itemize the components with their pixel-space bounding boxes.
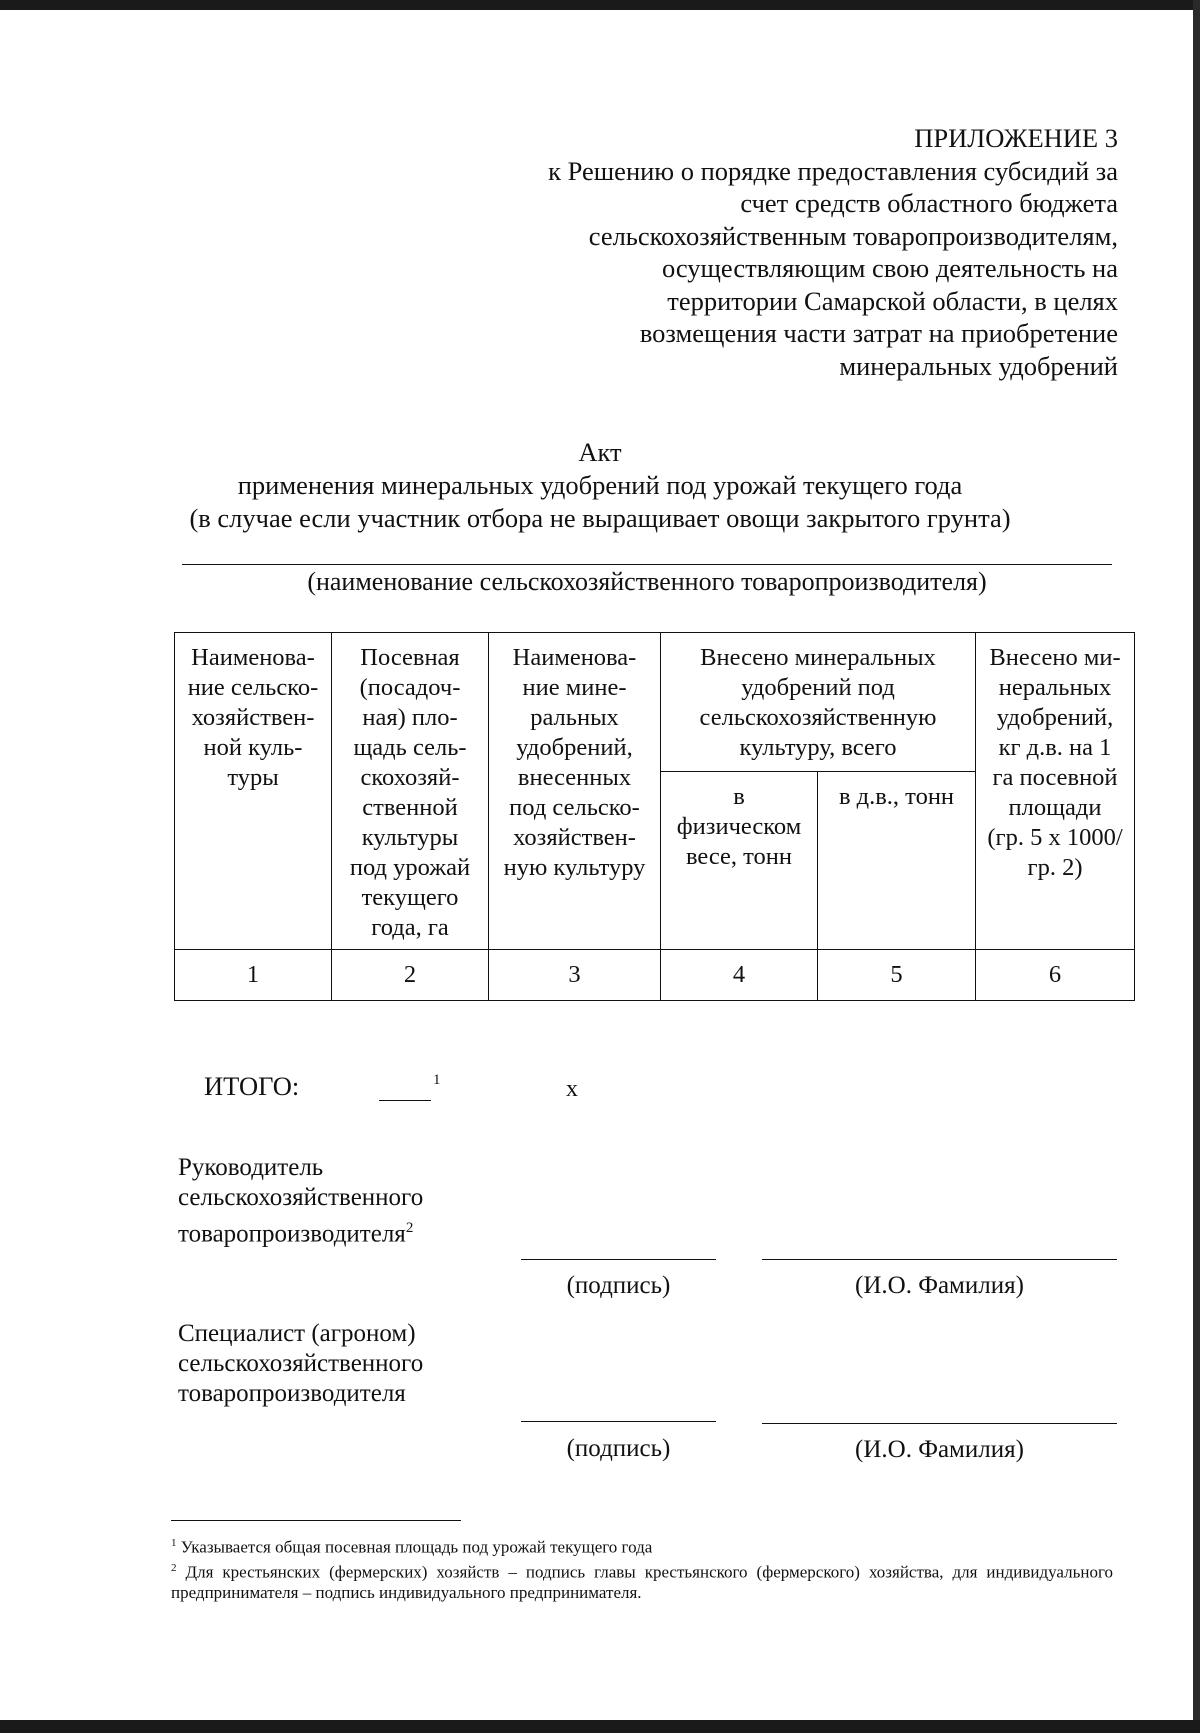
appendix-line: сельскохозяйственным товаропроизводителям, [588,220,1118,251]
agronomist-signature-caption: (подпись) [566,1435,671,1462]
scan-border-bottom [0,1720,1200,1733]
act-heading [150,436,1050,535]
column-number: 4 [661,950,818,1001]
act-condition: (в случае если участник отбора не выращивает овощи закрытого грунта) [189,503,1011,533]
total-footnote-ref: 1 [433,1072,441,1088]
scan-border-top [0,0,1200,10]
agronomist-signatory-label: Специалист (агроном) сельскохозяйственного товаропроизводителя [178,1320,424,1407]
appendix-title: ПРИЛОЖЕНИЕ 3 [914,123,1118,153]
footnote-2: $^2$ Для крестьянских (фермерских) хозяйств – подпись главы крестьянского (фермерского) хозяйства, для индивидуального предпринимателя – подпись индивидуального предпринимателя. [171,1561,1113,1603]
total-area-blank [379,1100,431,1101]
appendix-header [478,122,1118,382]
header-fertilizer-per-hectare: Внесено ми- неральных удобрений, кг д.в. на 1 га посевной площади (гр. 5 х 1000/ гр. 2) [976,633,1135,950]
head-signature-caption: (подпись) [566,1272,671,1299]
header-active-substance: в д.в., тонн [818,772,976,950]
appendix-line: счет средств областного бюджета [740,188,1118,218]
appendix-line: минеральных удобрений [839,350,1118,381]
column-number: 3 [489,950,661,1001]
column-number: 6 [976,950,1135,1001]
head-name-line [762,1259,1117,1260]
head-signature-line [521,1259,716,1260]
appendix-line: возмещения части затрат на приобретение [639,318,1118,348]
header-fertilizer-applied-total: Внесено минеральных удобрений под сельскохозяйственную культуру, всего [661,633,976,772]
header-fertilizer-name: Наименова- ние мине- ральных удобрений, внесенных под сельско- хозяйствен- ную культуру [489,633,661,950]
header-sown-area: Посевная (посадоч- ная) пло- щадь сель- скохозяй- ственной культуры под урожай текущего года, га [332,633,489,950]
footnotes [171,1533,1113,1603]
total-x-mark: х [566,1076,578,1102]
appendix-line: осуществляющим свою деятельность на [661,253,1118,283]
column-number: 2 [332,950,489,1001]
fertilizer-table [174,632,1135,1001]
column-number: 1 [175,950,332,1001]
act-subtitle: применения минеральных удобрений под урожай текущего года [237,470,963,500]
producer-name-caption: (наименование сельскохозяйственного товаропроизводителя) [307,567,987,596]
appendix-line: к Решению о порядке предоставления субсидий за [548,155,1118,186]
agronomist-name-line [762,1423,1117,1424]
agronomist-name-caption: (И.О. Фамилия) [855,1436,1024,1463]
total-label: ИТОГО: [204,1071,300,1101]
agronomist-signature-line [521,1421,716,1422]
header-physical-weight: в физическом весе, тонн [661,772,818,950]
head-name-caption: (И.О. Фамилия) [855,1272,1024,1299]
producer-name-line [182,564,1112,565]
column-number: 5 [818,950,976,1001]
head-signatory-label: Руководитель сельскохозяйственного товаропроизводителя$^2$ [178,1154,424,1248]
header-crop-name: Наименова- ние сельско- хозяйствен- ной куль- туры [175,633,332,950]
scan-border-right [1193,0,1200,1733]
footnote-separator [171,1520,461,1521]
appendix-line: территории Самарской области, в целях [667,285,1118,316]
footnote-1: $^1$ Указывается общая посевная площадь под урожай текущего года [171,1537,653,1557]
act-title: Акт [578,437,622,467]
head-footnote-ref: 2 [405,1220,414,1236]
